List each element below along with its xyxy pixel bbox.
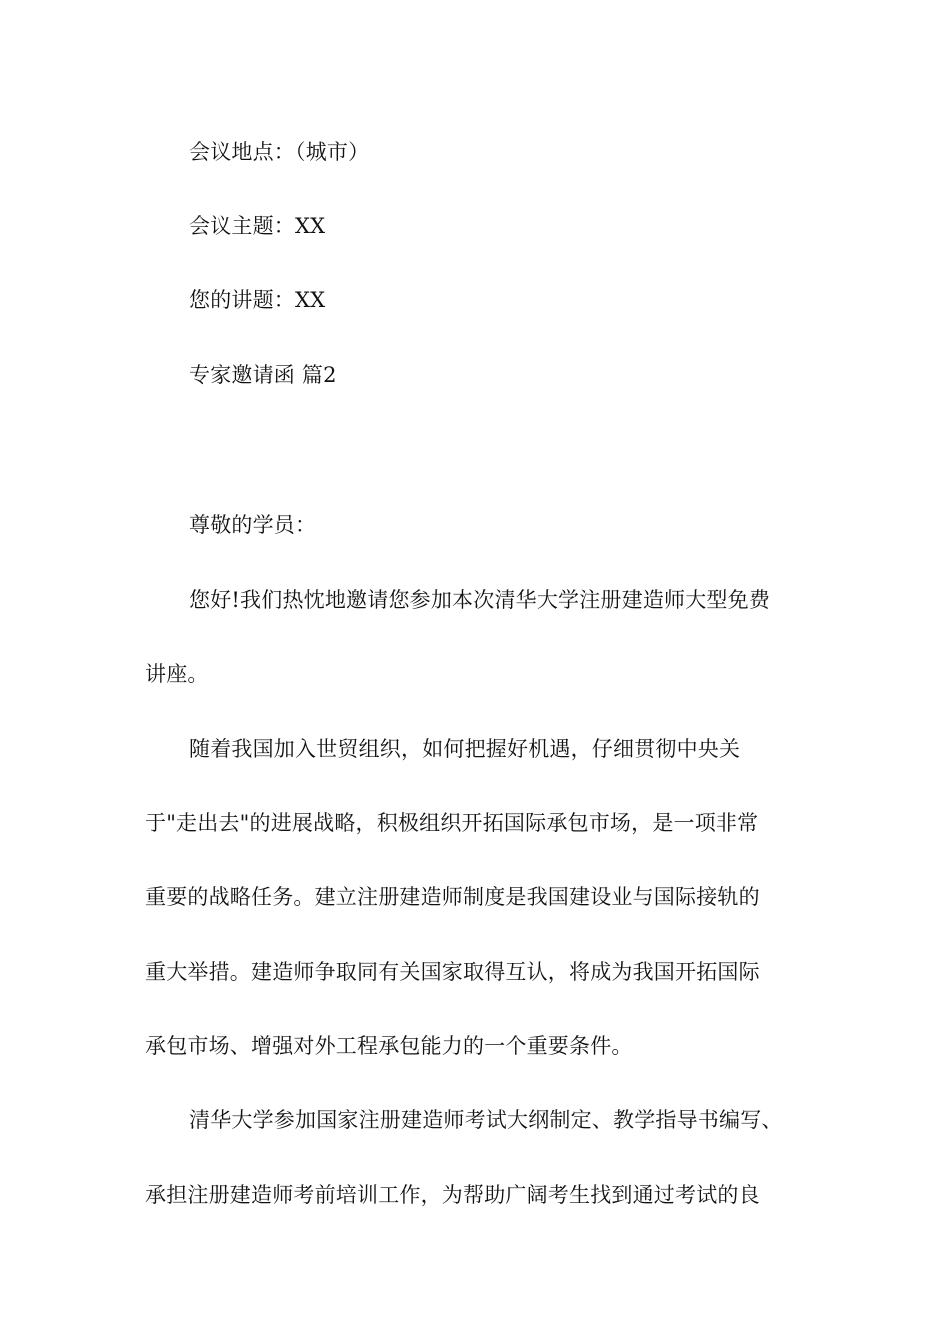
paragraph-3-line-2: 承担注册建造师考前培训工作，为帮助广阔考生找到通过考试的良 [145, 1183, 760, 1207]
meeting-topic-line: 会议主题：XX [189, 214, 326, 238]
paragraph-2-line-5: 承包市场、增强对外工程承包能力的一个重要条件。 [145, 1034, 633, 1058]
meeting-location-line: 会议地点：（城市） [189, 140, 370, 164]
paragraph-2-line-4: 重大举措。建造师争取同有关国家取得互认，将成为我国开拓国际 [145, 960, 760, 984]
section-heading: 专家邀请函 篇2 [189, 363, 337, 387]
paragraph-1-line-1: 您好!我们热忱地邀请您参加本次清华大学注册建造师大型免费 [189, 588, 771, 612]
speech-topic-line: 您的讲题：XX [189, 288, 326, 312]
paragraph-3-line-1: 清华大学参加国家注册建造师考试大纲制定、教学指导书编写、 [189, 1108, 783, 1132]
salutation: 尊敬的学员： [189, 513, 317, 537]
paragraph-1-line-2: 讲座。 [145, 662, 209, 686]
paragraph-2-line-1: 随着我国加入世贸组织，如何把握好机遇，仔细贯彻中央关 [189, 737, 741, 761]
paragraph-2-line-3: 重要的战略任务。建立注册建造师制度是我国建设业与国际接轨的 [145, 885, 760, 909]
paragraph-2-line-2: 于"走出去"的进展战略，积极组织开拓国际承包市场，是一项非常 [145, 811, 759, 835]
